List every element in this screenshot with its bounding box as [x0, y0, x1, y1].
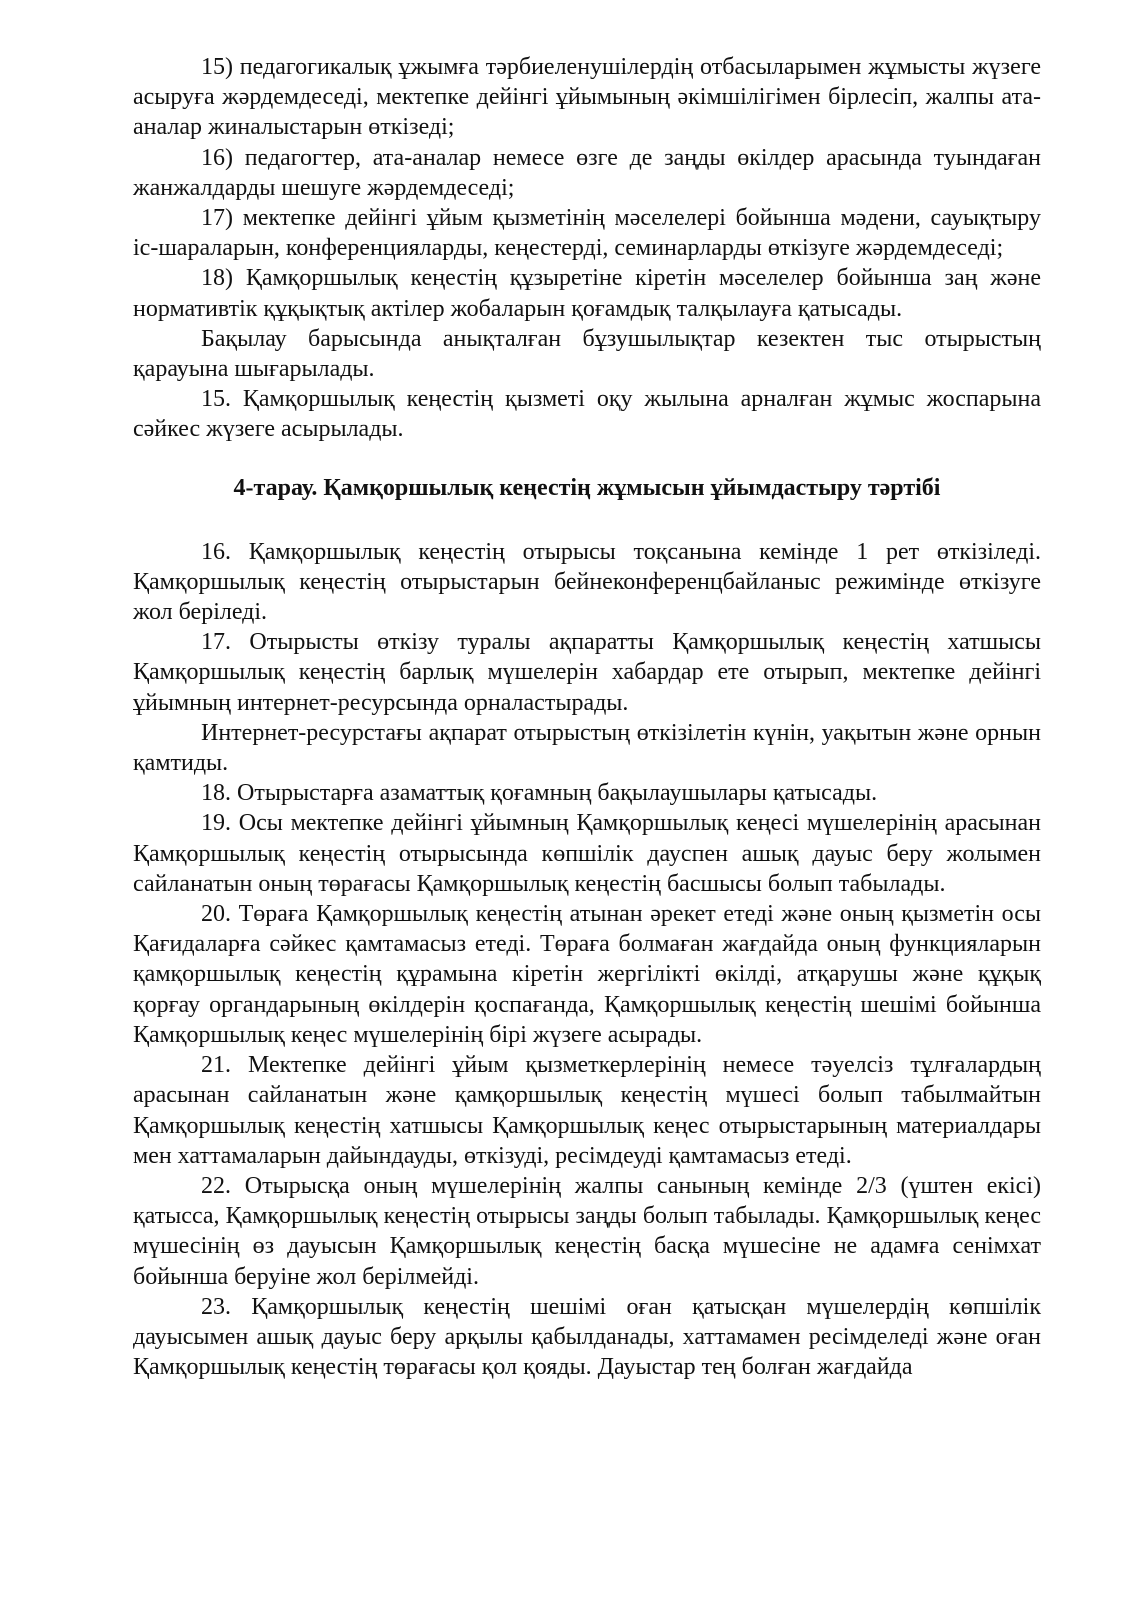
- paragraph-clause-23: 23. Қамқоршылық кеңестің шешімі оған қатысқан мүшелердің көпшілік дауысымен ашық дауыс беру арқылы қабылданады, хаттамамен ресімделеді және оған Қамқоршылық кеңестің төрағасы қол қояды. Дауыстар тең болған жағдайда: [133, 1293, 1041, 1381]
- paragraph-clause-15: 15. Қамқоршылық кеңестің қызметі оқу жылына арналған жұмыс жоспарына сәйкес жүзеге асырылады.: [133, 386, 1041, 443]
- paragraph-clause-17: 17. Отырысты өткізу туралы ақпаратты Қамқоршылық кеңестің хатшысы Қамқоршылық кеңестің барлық мүшелерін хабардар ете отырып, мектепке дейінгі ұйымның интернет-ресурсында орналастырады.: [133, 629, 1041, 716]
- paragraph-clause-20: 20. Төраға Қамқоршылық кеңестің атынан әрекет етеді және оның қызметін осы Қағидаларға сәйкес қамтамасыз етеді. Төраға болмаған жағдайда оның функцияларын қамқоршылық кеңестің құрамына кіретін жергілікті өкілді, атқарушы және құқық қорғау органдарының өкілдерін қоспағанда, Қамқоршылық кеңестің шешімі бойынша Қамқоршылық кеңес мүшелерінің бірі жүзеге асырады.: [133, 901, 1041, 1048]
- paragraph-clause-18: 18. Отырыстарға азаматтық қоғамның бақылаушылары қатысады.: [201, 780, 878, 807]
- paragraph-item-15: 15) педагогикалық ұжымға тәрбиеленушілердің отбасыларымен жұмысты жүзеге асыруға жәрдемдеседі, мектепке дейінгі ұйымының әкімшілігімен бірлесіп, жалпы ата-аналар жиналыстарын өткізеді;: [133, 54, 1041, 141]
- paragraph-violations: Бақылау барысында анықталған бұзушылықтар кезектен тыс отырыстың қарауына шығарылады.: [133, 325, 1041, 383]
- paragraph-clause-16: 16. Қамқоршылық кеңестің отырысы тоқсанына кемінде 1 рет өткізіледі. Қамқоршылық кеңестің отырыстарын бейнеконференцбайланыс режимінде өткізуге жол беріледі.: [133, 538, 1041, 626]
- paragraph-item-17: 17) мектепке дейінгі ұйым қызметінің мәселелері бойынша мәдени, сауықтыру іс-шараларын, конференцияларды, кеңестерді, семинарларды өткізуге жәрдемдеседі;: [133, 205, 1041, 262]
- document-page: [133, 52, 1041, 1382]
- paragraph-internet-info: Интернет-ресурстағы ақпарат отырыстың өткізілетін күнін, уақытын және орнын қамтиды.: [133, 719, 1041, 777]
- paragraph-clause-22: 22. Отырысқа оның мүшелерінің жалпы санының кемінде 2/3 (үштен екісі) қатысса, Қамқоршылық кеңестің отырысы заңды болып табылады. Қамқоршылық кеңес мүшесінің өз дауысын Қамқоршылық кеңестің басқа мүшесіне не адамға сенімхат бойынша беруіне жол берілмейді.: [133, 1172, 1041, 1290]
- paragraph-item-18: 18) Қамқоршылық кеңестің құзыретіне кіретін мәселелер бойынша заң және нормативтік құқықтық актілер жобаларын қоғамдық талқылауға қатысады.: [133, 265, 1041, 322]
- paragraph-item-16: 16) педагогтер, ата-аналар немесе өзге де заңды өкілдер арасында туындаған жанжалдарды шешуге жәрдемдеседі;: [133, 144, 1041, 201]
- chapter-heading: 4-тарау. Қамқоршылық кеңестің жұмысын ұйымдастыру тәртібі: [233, 474, 941, 501]
- paragraph-clause-19: 19. Осы мектепке дейінгі ұйымның Қамқоршылық кеңесі мүшелерінің арасынан Қамқоршылық кеңестің отырысында көпшілік дауспен ашық дауыс беру жолымен сайланатын оның төрағасы Қамқоршылық кеңестің басшысы болып табылады.: [133, 810, 1041, 897]
- paragraph-clause-21: 21. Мектепке дейінгі ұйым қызметкерлерінің немесе тәуелсіз тұлғалардың арасынан сайланатын және қамқоршылық кеңестің мүшесі болып табылмайтын Қамқоршылық кеңестің хатшысы Қамқоршылық кеңес отырыстарының материалдары мен хаттамаларын дайындауды, өткізуді, ресімдеуді қамтамасыз етеді.: [133, 1052, 1041, 1169]
